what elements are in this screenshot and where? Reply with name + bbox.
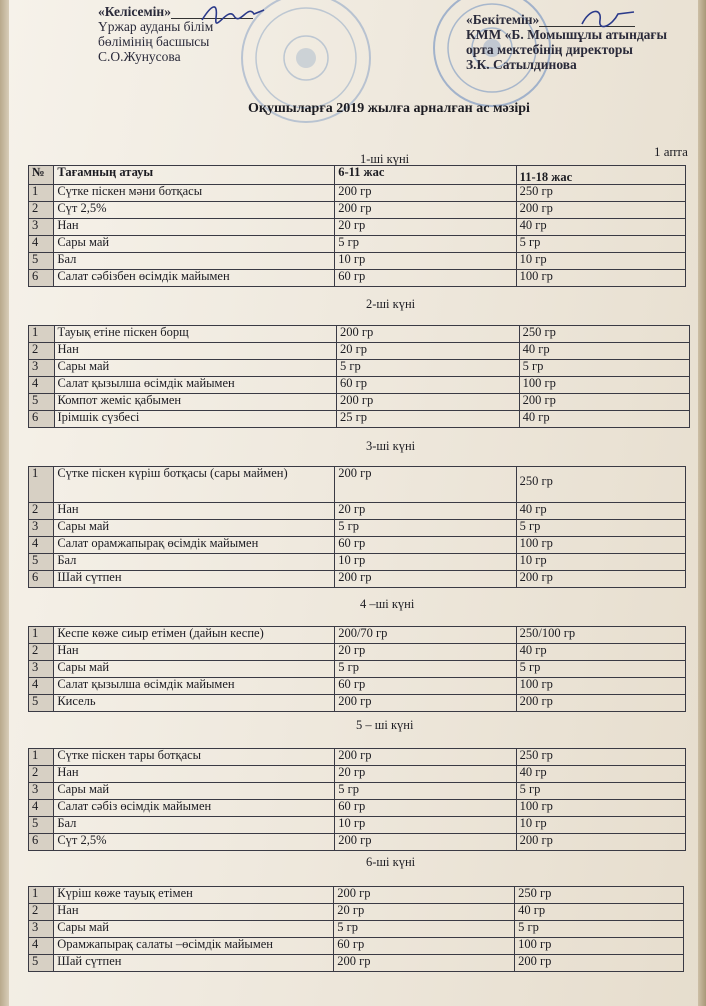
portion-6-11: 200 гр [335, 202, 516, 219]
dish-name: Сүтке піскен мәни ботқасы [54, 185, 335, 202]
table-row [29, 270, 686, 287]
table-row [29, 326, 690, 343]
table-row [29, 817, 686, 834]
approval-label-right: «Бекітемін» [466, 12, 540, 27]
dish-name: Салат қызылша өсімдік майымен [54, 678, 335, 695]
portion-6-11: 10 гр [335, 817, 516, 834]
signature-left [198, 0, 268, 26]
portion-6-11: 20 гр [337, 343, 520, 360]
row-number: 3 [29, 520, 54, 537]
row-number: 1 [29, 627, 54, 644]
dish-name: Тауық етіне піскен борщ [54, 326, 337, 343]
row-number: 5 [29, 817, 54, 834]
day-4-table [28, 626, 686, 712]
dish-name: Кисель [54, 695, 335, 712]
portion-11-18: 40 гр [516, 644, 685, 661]
portion-6-11: 5 гр [335, 783, 516, 800]
portion-11-18: 100 гр [516, 678, 685, 695]
portion-11-18: 10 гр [516, 253, 685, 270]
table-row [29, 783, 686, 800]
row-number: 6 [29, 571, 54, 588]
day-label: 2-ші күні [366, 297, 416, 311]
dish-name: Бал [54, 554, 335, 571]
header-num: № [29, 166, 54, 185]
portion-6-11: 200 гр [335, 467, 516, 503]
dish-name: Нан [54, 904, 334, 921]
portion-6-11: 5 гр [335, 236, 516, 253]
portion-6-11: 5 гр [337, 360, 520, 377]
table-header-row [29, 166, 686, 185]
portion-11-18: 250 гр [519, 326, 689, 343]
dish-name: Сары май [54, 360, 337, 377]
day-label: 5 – ші күні [356, 718, 414, 732]
portion-6-11: 20 гр [335, 503, 516, 520]
table-row [29, 571, 686, 588]
dish-name: Сүт 2,5% [54, 202, 335, 219]
row-number: 5 [29, 554, 54, 571]
table-row [29, 904, 684, 921]
portion-11-18: 5 гр [516, 520, 685, 537]
row-number: 6 [29, 834, 54, 851]
row-number: 2 [29, 644, 54, 661]
portion-11-18: 200 гр [516, 571, 685, 588]
portion-11-18: 200 гр [516, 202, 685, 219]
dish-name: Салат сәбізбен өсімдік майымен [54, 270, 335, 287]
table-row [29, 627, 686, 644]
row-number: 3 [29, 661, 54, 678]
table-row [29, 253, 686, 270]
table-row [29, 236, 686, 253]
portion-11-18: 200 гр [516, 834, 685, 851]
dish-name: Нан [54, 343, 337, 360]
dish-name: Салат қызылша өсімдік майымен [54, 377, 337, 394]
dish-name: Сары май [54, 661, 335, 678]
row-number: 1 [29, 326, 55, 343]
portion-11-18: 5 гр [515, 921, 684, 938]
portion-6-11: 60 гр [335, 678, 516, 695]
row-number: 1 [29, 749, 54, 766]
frame-edge-right [698, 0, 706, 1006]
row-number: 2 [29, 503, 54, 520]
portion-11-18: 100 гр [515, 938, 684, 955]
day-1-table [28, 165, 686, 287]
portion-6-11: 60 гр [335, 270, 516, 287]
portion-11-18: 40 гр [519, 411, 689, 428]
dish-name: Бал [54, 817, 335, 834]
row-number: 1 [29, 467, 54, 503]
dish-name: Сүт 2,5% [54, 834, 335, 851]
portion-6-11: 200 гр [335, 571, 516, 588]
header-age2: 11-18 жас [516, 166, 685, 185]
dish-name: Нан [54, 766, 335, 783]
portion-11-18: 40 гр [515, 904, 684, 921]
row-number: 6 [29, 270, 54, 287]
dish-name: Күріш көже тауық етімен [54, 887, 334, 904]
row-number: 5 [29, 253, 54, 270]
dish-name: Салат сәбіз өсімдік майымен [54, 800, 335, 817]
portion-6-11: 10 гр [335, 253, 516, 270]
day-label: 6-ші күні [366, 855, 416, 869]
portion-11-18: 100 гр [516, 800, 685, 817]
portion-6-11: 200 гр [334, 887, 515, 904]
row-number: 3 [29, 360, 55, 377]
table-row [29, 411, 690, 428]
portion-6-11: 200 гр [337, 326, 520, 343]
portion-11-18: 40 гр [516, 219, 685, 236]
portion-11-18: 100 гр [519, 377, 689, 394]
table-row [29, 343, 690, 360]
table-row [29, 800, 686, 817]
portion-6-11: 5 гр [335, 661, 516, 678]
row-number: 3 [29, 219, 54, 236]
table-row [29, 938, 684, 955]
approval-left-line2: бөлімінің басшысы [98, 34, 210, 49]
portion-11-18: 10 гр [516, 554, 685, 571]
approval-label-left: «Келісемін» [98, 4, 171, 19]
portion-11-18: 5 гр [516, 661, 685, 678]
row-number: 4 [29, 377, 55, 394]
day-6-table [28, 886, 684, 972]
portion-6-11: 200 гр [335, 185, 516, 202]
header-age1: 6-11 жас [335, 166, 516, 185]
portion-6-11: 60 гр [335, 537, 516, 554]
header-name: Тағамның атауы [54, 166, 335, 185]
row-number: 1 [29, 185, 54, 202]
portion-11-18: 40 гр [516, 503, 685, 520]
document-title: Оқушыларға 2019 жылға арналған ас мәзірі [248, 101, 530, 116]
table-row [29, 766, 686, 783]
portion-11-18: 100 гр [516, 270, 685, 287]
dish-name: Нан [54, 503, 335, 520]
approval-right-line2: орта мектебінің директоры [466, 42, 633, 57]
approval-right-line1: КММ «Б. Момышұлы атындағы [466, 27, 668, 42]
portion-11-18: 5 гр [516, 236, 685, 253]
portion-6-11: 20 гр [334, 904, 515, 921]
portion-11-18: 200 гр [515, 955, 684, 972]
frame-edge-left [0, 0, 9, 1006]
portion-6-11: 60 гр [334, 938, 515, 955]
portion-11-18: 250 гр [516, 467, 685, 503]
portion-11-18: 5 гр [519, 360, 689, 377]
row-number: 5 [29, 394, 55, 411]
table-row [29, 467, 686, 503]
day-2-table [28, 325, 690, 428]
portion-11-18: 40 гр [516, 766, 685, 783]
dish-name: Сары май [54, 783, 335, 800]
portion-6-11: 200 гр [335, 749, 516, 766]
portion-11-18: 250 гр [516, 749, 685, 766]
row-number: 4 [29, 236, 54, 253]
dish-name: Бал [54, 253, 335, 270]
portion-11-18: 100 гр [516, 537, 685, 554]
portion-11-18: 5 гр [516, 783, 685, 800]
table-row [29, 955, 684, 972]
day-3-table [28, 466, 686, 588]
table-row [29, 644, 686, 661]
dish-name: Сүтке піскен тары ботқасы [54, 749, 335, 766]
table-row [29, 503, 686, 520]
row-number: 4 [29, 678, 54, 695]
day-5-table [28, 748, 686, 851]
day-label: 3-ші күні [366, 439, 416, 453]
row-number: 5 [29, 695, 54, 712]
table-row [29, 749, 686, 766]
row-number: 4 [29, 537, 54, 554]
table-row [29, 360, 690, 377]
week-label: 1 апта [654, 144, 688, 159]
dish-name: Сүтке піскен күріш ботқасы (сары маймен) [54, 467, 335, 503]
approval-right-name: З.К. Сатылдинова [466, 57, 577, 72]
row-number: 2 [29, 766, 54, 783]
table-row [29, 678, 686, 695]
portion-6-11: 60 гр [335, 800, 516, 817]
dish-name: Сары май [54, 921, 334, 938]
row-number: 3 [29, 783, 54, 800]
table-row [29, 887, 684, 904]
portion-6-11: 200 гр [335, 695, 516, 712]
portion-6-11: 10 гр [335, 554, 516, 571]
portion-6-11: 200 гр [334, 955, 515, 972]
dish-name: Нан [54, 219, 335, 236]
dish-name: Нан [54, 644, 335, 661]
portion-11-18: 250 гр [516, 185, 685, 202]
table-row [29, 185, 686, 202]
row-number: 2 [29, 343, 55, 360]
dish-name: Салат орамжапырақ өсімдік майымен [54, 537, 335, 554]
table-row [29, 695, 686, 712]
table-row [29, 520, 686, 537]
portion-11-18: 40 гр [519, 343, 689, 360]
portion-6-11: 25 гр [337, 411, 520, 428]
portion-6-11: 200/70 гр [335, 627, 516, 644]
portion-6-11: 5 гр [334, 921, 515, 938]
row-number: 1 [29, 887, 54, 904]
table-row [29, 921, 684, 938]
table-row [29, 377, 690, 394]
table-row [29, 537, 686, 554]
dish-name: Сары май [54, 520, 335, 537]
portion-6-11: 20 гр [335, 644, 516, 661]
approval-left-line1: Үржар ауданы білім [98, 19, 214, 34]
row-number: 4 [29, 800, 54, 817]
portion-11-18: 200 гр [516, 695, 685, 712]
table-row [29, 394, 690, 411]
portion-11-18: 10 гр [516, 817, 685, 834]
portion-11-18: 200 гр [519, 394, 689, 411]
portion-11-18: 250/100 гр [516, 627, 685, 644]
portion-6-11: 200 гр [337, 394, 520, 411]
dish-name: Ірімшік сүзбесі [54, 411, 337, 428]
dish-name: Шай сүтпен [54, 571, 335, 588]
day-label: 4 –ші күні [360, 597, 415, 611]
dish-name: Орамжапырақ салаты –өсімдік майымен [54, 938, 334, 955]
table-row [29, 834, 686, 851]
row-number: 5 [29, 955, 54, 972]
table-row [29, 661, 686, 678]
row-number: 2 [29, 904, 54, 921]
dish-name: Сары май [54, 236, 335, 253]
table-row [29, 554, 686, 571]
row-number: 3 [29, 921, 54, 938]
dish-name: Компот жеміс қабымен [54, 394, 337, 411]
table-row [29, 219, 686, 236]
row-number: 4 [29, 938, 54, 955]
approval-left-name: С.О.Жунусова [98, 49, 181, 64]
table-row [29, 202, 686, 219]
portion-6-11: 60 гр [337, 377, 520, 394]
portion-6-11: 200 гр [335, 834, 516, 851]
signature-right [578, 6, 638, 32]
portion-6-11: 20 гр [335, 219, 516, 236]
portion-11-18: 250 гр [515, 887, 684, 904]
day-label: 1-ші күні [360, 152, 410, 166]
dish-name: Кеспе көже сиыр етімен (дайын кеспе) [54, 627, 335, 644]
portion-6-11: 20 гр [335, 766, 516, 783]
dish-name: Шай сүтпен [54, 955, 334, 972]
row-number: 6 [29, 411, 55, 428]
row-number: 2 [29, 202, 54, 219]
portion-6-11: 5 гр [335, 520, 516, 537]
